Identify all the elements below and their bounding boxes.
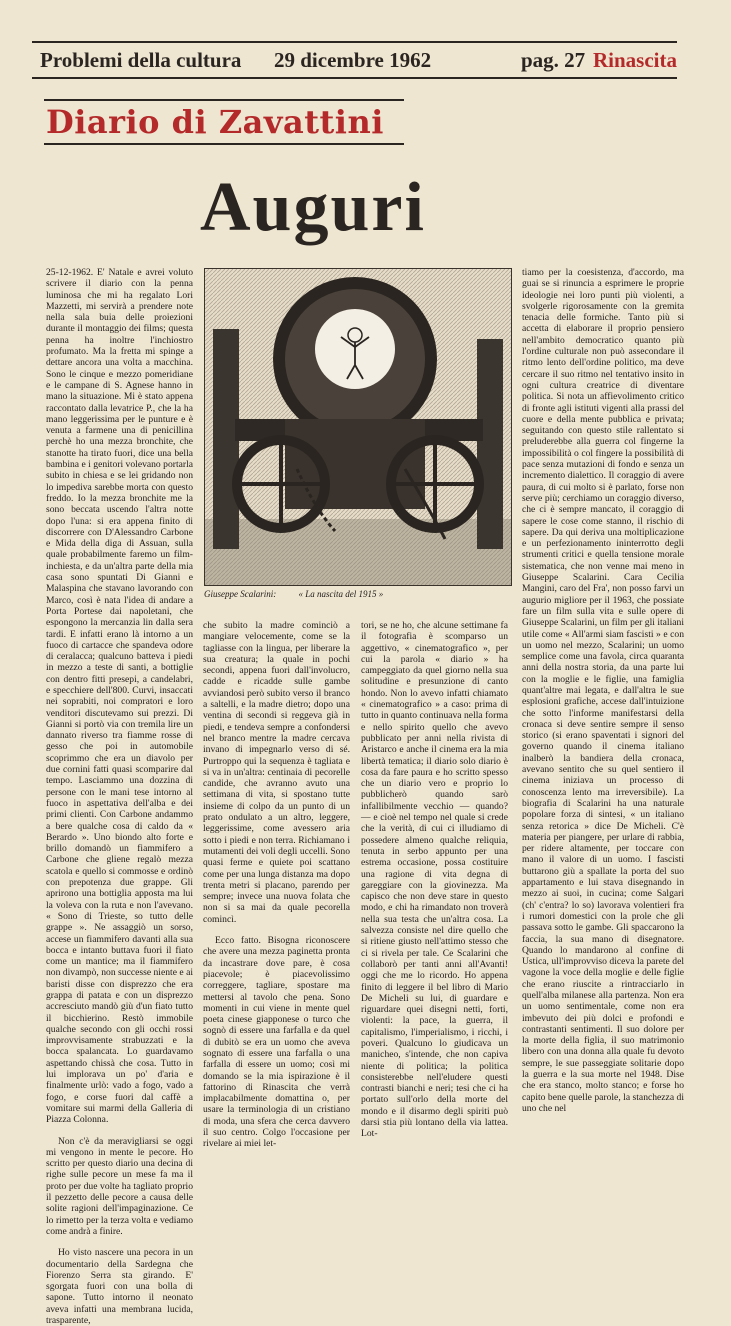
caption-title: « La nascita del 1915 » <box>298 589 384 599</box>
paragraph: che subito la madre cominciò a mangiare velocemente, come se la tagliasse con la lingua, per liberare la sua creatura; la quale in pochi secondi, appena fuori dall'involucro, cadde e ricadde sulle gambe avviandosi però subito verso il branco a saltelli, e la madre dietro; dopo una ventina di secondi si reggeva già in piedi, e tendeva sempre a confondersi nel branco mentre la madre cercava invano di impegnarlo verso di sé. Purtroppo qui la sequenza è tagliata e si va in un'altra: centinaia di pecorelle candide, che avranno avuto una settimana di vita, si spostano tutte insieme di colpo da un punto di un prato ondulato a un altro, leggere, leggerissime, come avessero aria sotto i piedi e non terra. Richiamano i mutamenti dei voli degli uccelli. Sono quasi ferme e quiete poi scattano come per una lunga distanza ma dopo trenta metri si placano, pareпdo per sempre; invece una nuova folata che non si sa mai da quale pecorella comincì. <box>203 620 350 925</box>
column-title-rule-top <box>44 99 404 101</box>
paragraph: 25-12-1962. E' Natale e avrei voluto scrivere il diario con la penna luminosa che mi ha regalato Lori Mazzetti, mi servirà a prendere note nella sala buia delle proiezioni durante il montaggio dei films; questa penna ha inoltre l'inchiostro profumato. Ma la fretta mi spinge a dettare ancora una volta a macchina. Sono le cinque e mezzo pomeridiane e le campane di S. Agnese hanno in mano la situazione. Mi è stato appena raccontato dalla levatrice P., che la ha mano leggerissima per le punture e è venuta a farmene una di penicillina perchè ho una mezza bronchite, che stanotte ha tirato fuori, dice una bella bambina e i genitori volevano portarla subito in chiesa e se lei gridando non lo impediva sarebbe morta con questo freddo. Io la mezza bronchite me la sono beccata uscendo l'altra notte dopo l'una: si era appena finito di discorrere con D'Alessandro Carbone e Mida della diga di Assuan, sulla quale probabilmente faremo un film-inchiesta, e da un'altra parte della mia casa sono spuntati Di Gianni e Malaspina che stavano lavorando con Marco, così è nata l'idea di andare a Porta Portese dai napoletani, che espongono la mercanzia lin dalla sera tardi. E infatti erano là intorno a un fuoco di cartacce che spandeva odore di ceralacca; qualcuno batteva i piedi in mezzo a teste di santi, a bottiglie con dentro fitti presepi, a candelabri, e specchiere dell'800. Curvi, insaccati nei soprabiti, noi compratori e loro venditori discutevamo sui prezzi. Di Gianni si portò via con tremila lire un dannato riverso tra fiamme rosse di gesso che poi in automobile scoprimmo che era un diavolo per due cornini fatti quasi scomparire dal tempo. Lasciammo una dozzina di persone con le mani tese intorno al fuoco in aspettativa dell'alba e dei primi clienti. Con Carbone andammo a bere qualche cosa di caldo da « Berardo ». Uno biondo alto forte e brillo domandò un fiammifero a Carbone che gliene regalò mezza scatola e quello si commosse e ordinò con prepotenza due grappe. Gli aprirono una bottiglia apposta ma lui la voleva con la ruta e non l'avevano. « Sono di Trieste, so tutto delle grappe ». Ne assaggiò un sorso, accese un fiammifero davanti alla sua bocca e intanto buttava fuori il fiato come un mantice; ma il fiammifero non divampò, non successe niente e ai baristi disse con disprezzo che era grappa di patata e con un disprezzo accresciuto mandò giù d'un fiato tutto il bicchierino. Restò immobile qualche secondo con gli occhi rossi improvvisamente strabuzzati e la bocca spalancata. Lo guardavamo aspettando chissà che cosa. Tutto in lui imploravа un po' d'aria e finalmente urlò: vado a fogo, vado a fogo, e corse fuori dal caffè a vomitare sui marmi della Galleria di Piazza Colonna. <box>46 267 193 1126</box>
masthead-date: 29 dicembre 1962 <box>274 48 432 72</box>
article-column-3 <box>361 620 508 1140</box>
masthead-publication: Rinascita <box>593 48 677 72</box>
masthead-section: Problemi della cultura <box>40 48 242 72</box>
caption-artist: Giuseppe Scalarini: <box>204 589 277 599</box>
figure-caption <box>204 589 510 600</box>
article-column-1 <box>46 267 193 1326</box>
paragraph: Non c'è da meravigliarsi se oggi mi vengono in mente le pecore. Ho scritto per questo diario una decina di righe sulle pecore un mese fa ma il proto per due volte ha tagliato proprio il pezzetto delle pecore a causa delle solite ragioni dell'impaginazione. Ce lo rimetto per la terza volta e vediamo come andrà a finire. <box>46 1135 193 1237</box>
paragraph: Ecco fatto. Bisogna riconoscere che avere una mezza paginetta pronta da incastrare dove pare, è cosa piacevole; è piacevolissimo correggere, tagliare, spostare ma mettersi al tavolo che pena. Sono momenti in cui viene in mente quel poeta cinese giapponese o turco che sognò di essere una farfalla e da quel dì dubitò se era un uomo che aveva sognato di essere una farfalla o una farfalla di essere un uomo; così mi domando se la mia ispirazione è il fattorino di Rinascita che verrà implacabilmente domattina o, per usare la terminologia di un cristiano di moda, una sfera che cerca davvero il suo centro. Colgo l'occasione per rivelare ai miei let- <box>203 935 350 1150</box>
top-rule <box>32 41 677 43</box>
paragraph: Ho visto nascere una pecora in un documentario della Sardegna che Fiorenzo Serra sta girando. E' sgorgata fuori con una bolla di sapone. Tutto intorno il neonato aveva infatti una membrana lucida, trasparente, <box>46 1247 193 1326</box>
column-title-rule-bottom <box>44 143 404 145</box>
cannon-birth-drawing <box>205 269 511 585</box>
headline: Auguri <box>200 169 426 246</box>
masthead-page: pag. 27 <box>521 48 586 72</box>
column-title: Diario di Zavattini <box>46 103 384 141</box>
paragraph: tiamo per la coesistenza, d'accordo, ma guai se si rinuncia a esprimere le proprie ideologie nei loro punti più violenti, a svolgerle rigorosamente con la gremita tenacia delle formiche. Tanto più si accetta di elaborare il proprio pensiero nell'ambito democratico quanto più l'ordine culturale non può assecondare il ritmo lento dell'ordine politico, ma deve cercare il suo ritmo nel tentativo insito in ogni cultura creatrice di diventare politica. Si nota un affievolimento critico di fronte agli istituti vigenti alla prassi del cuore e della mente pubblica e privata; seguitando con questo stile rallentato si preluderebbe alla guerra col fingerne la impossibilità o col fingere la possibilità di pace senza mutazioni di fondo e senza un incremento dialettico. Il coraggio di avere paura, di cui molto si è parlato, forse non serve più; cerchiamo un coraggio diverso, che ci è sempre mancato, il coraggio di sapere le cose come stanno, il rischio di sapere. Da qui deriva una moltiplicazione e un perfezionamento ininterrotto degli strumenti critici e quella tensione morale sistematica, che non venne mai meno in Giuseppe Scalarini. Cara Cecilia Mangini, caro del Fra', non posso farvi un augurio migliore per il 1963, che possiate fare un film sulla vita e sulle opere di Giuseppe Scalarini, un film per gli italiani utile come « All'armi siam fascisti » e con un uomo nel mezzo, Scalarini; un uomo semplice come una favola, circa quaranta anni della nostra storia, da una parte lui con la moglie e le figlie, una famiglia quant'altre mai legata, e dall'altra le sue esplosioni grafiche, accese dall'intuizione che sotto l'informe manifestarsi della cronaca si deve sentire sempre il senso storico (si erano spaventati i signori del governo quando il cinema italiano inalberò la bandiera della cronaca, avevano sentito che su quel sentiero il cinema iniziava un processo di conoscenza lento ma irreversibile). La biografia di Scalarini ha una naturale popolare forza di sintesi, « un italiano senza retorica » dice De Micheli. C'è materia per piangere, per urlare di rabbia, per ridere altamente, per toccare con mano il valore di un uomo. I fascisti buttarono giù a spallate la porta del suo appartamento e lui stava disegnando in mezzo ai suoi, in cucina; come Salgari (ch' c'entra? lo so) lavorava volentieri fra i rumori domestici con la prole che gli passava sotto le gambe. Gli spaccarono la faccia, la sua mano di disegnatore. Quando lo mandarono al confine di Ustica, ull'improvviso diceva la parete del vagone la voce della moglie e delle figlie che erano riuscite a rintracciarlo in quell'alba milanese alla partenza. Non era un uomo sentimentale, come non era imbevuto dei più dolci e profondi e contrastanti sentimenti. Il suo dolore per la morte della figlia, il suo matrimonio libero con una donna alla quale fu devoto sempre, le sue passeggiate solitarie dopo la guerra e la sua morte nel 1948. Dise che era stanco, molto stanco; e forse ho capito bene quelle parole, la stanchezza di uno che nel <box>522 267 684 1114</box>
scalarini-illustration <box>204 268 512 586</box>
masthead <box>38 48 677 76</box>
article-column-2 <box>203 620 350 1150</box>
masthead-rule <box>32 77 677 79</box>
paragraph: tori, se ne ho, che alcune settimane fa il fotografia è scomparso un aggettivo, « cinematografico », per cui la parola « diario » ha campeggiato da quel giorno nella sua solitudine e presunzione di canto hondo. Non lo avevo infatti chiamato « cinematografico » a caso: prima di tutto in quanto continuava nella forma e nello spirito quello che avevo pubblicato per anni nella rivista di Aristarco e anche il cinema era la mia libertà tematica; il diario solo diario è cosa da fare paura e ho scritto spesso che un diario vero e proprio lo pubblicherò quando sarò infallibilmente vecchio — quando? — e cioè nel tempo nel quale si crede che la verità, di cui ci illudiamo di possedere almeno qualche reliquia, tenuta in serbo appunto per una estrema occasione, possa costituire una ragione di vita degna di gareggiare con la giovinezza. Ma capisco che non deve stare in questo modo, e chi ha rimandato non troverà nella sua testa che un'altra cosa. La salvezza consiste nel dire quello che si ritiene giusto nell'attimo stesso che ci si rivela per tale. Ce Scalarini che collaborò per tanti anni all'Avanti! oggi che me lo ricordo. Ho appena finito di leggere il bel libro di Mario De Micheli su lui, di guardare e riguardare quei disegni netti, forti, violenti: la pace, la guerra, il capitalismo, l'imperialismo, i ricchi, i poveri. Qualcuno lo giudicava un manicheo, s'intende, che non capiva niente di politica; la politica consisterebbe nell'eludere questi contrasti bianchi e neri; tesi che ci ha portato sull'orlo della morte del mondo e il disarmo degli spiriti può darsi stia più lontano della via lattea. Lot- <box>361 620 508 1140</box>
article-column-4 <box>522 267 684 1114</box>
